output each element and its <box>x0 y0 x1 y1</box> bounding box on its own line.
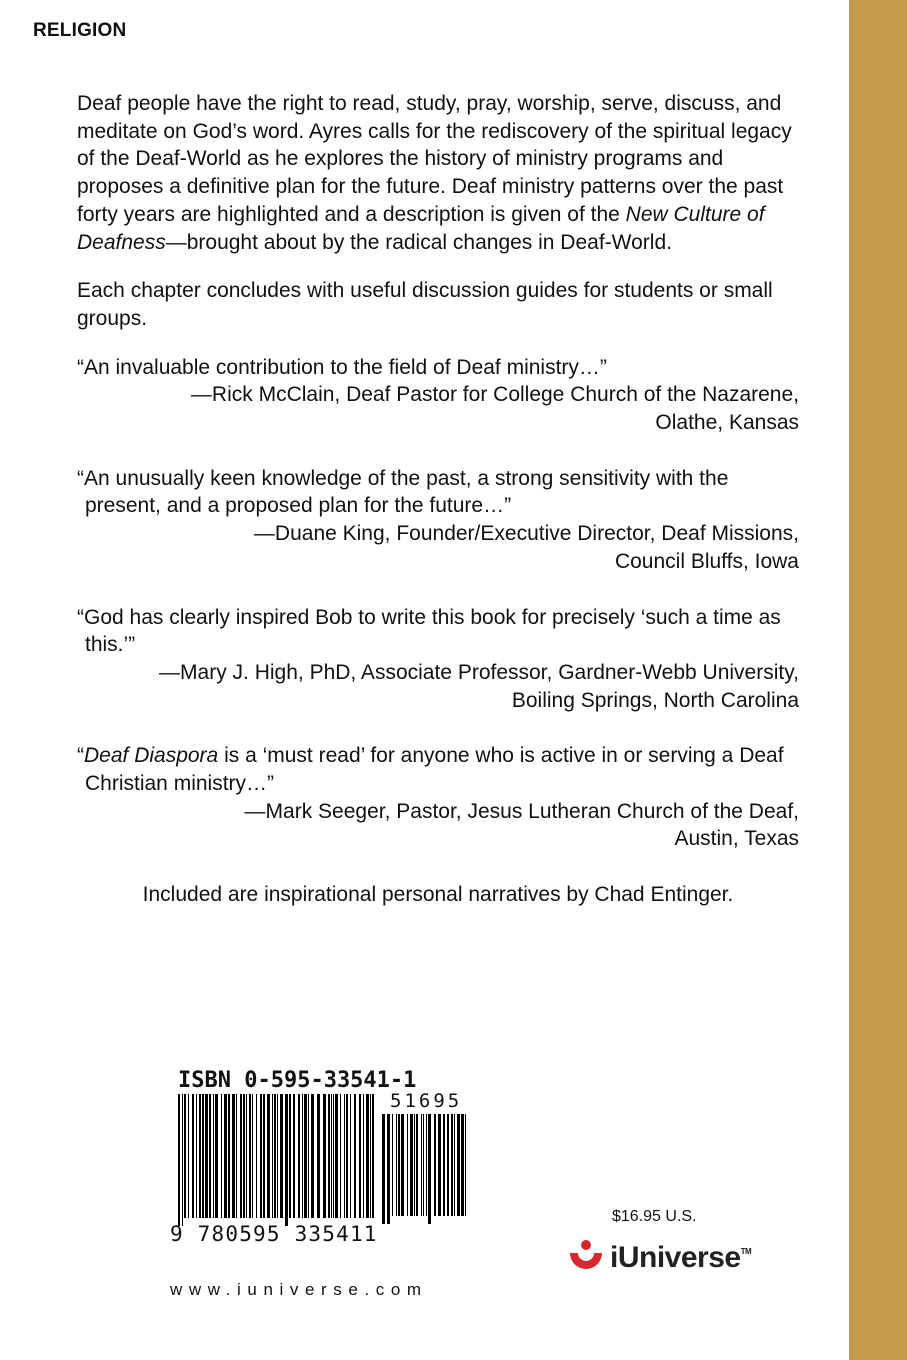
blurb-attribution: —Mark Seeger, Pastor, Jesus Lutheran Church of the Deaf, <box>244 799 799 823</box>
barcode-bar <box>454 1114 455 1216</box>
barcode-bar <box>421 1114 422 1216</box>
blurb-attribution-location: Olathe, Kansas <box>655 411 799 435</box>
blurb-attribution-location: Boiling Springs, North Carolina <box>511 688 799 712</box>
barcode-bar <box>302 1094 303 1218</box>
barcode-bar <box>184 1094 186 1218</box>
barcode-bar <box>443 1114 445 1216</box>
barcode-bar <box>382 1114 385 1224</box>
barcode-bar <box>192 1094 194 1218</box>
barcode-bar <box>209 1094 211 1218</box>
barcode-bar <box>414 1114 415 1216</box>
barcode-bar <box>188 1094 189 1218</box>
trademark-mark: TM <box>740 1247 752 1256</box>
barcode-bar <box>202 1094 204 1218</box>
barcode-bar <box>434 1114 436 1216</box>
barcode-bar <box>232 1094 235 1218</box>
blurb <box>77 742 799 853</box>
blurb-attribution: —Rick McClain, Deaf Pastor for College Church of the Nazarene, <box>190 383 799 407</box>
description-text-end: —brought about by the radical changes in Deaf-World. <box>165 230 672 254</box>
blurb-quote: “An invaluable contribution to the field of Deaf ministry…” <box>77 355 607 379</box>
ean-barcode-bars <box>178 1094 374 1226</box>
ean-number: 9 780595 335411 <box>170 1222 378 1246</box>
barcode-bar <box>401 1114 404 1216</box>
barcode-bar <box>274 1094 276 1218</box>
barcode-bar <box>240 1094 242 1218</box>
barcode-bar <box>311 1094 314 1218</box>
barcode-bar <box>396 1114 397 1216</box>
description-text: Deaf people have the right to read, study, pray, worship, serve, discuss, and meditate on God’s word. Ayres calls for the rediscovery of the spiritual legacy of the Deaf-World as he explores the history of ministry programs and proposes a definitive plan for the future. Deaf ministry patterns over the past forty years are highlighted and a description is given of the <box>77 92 792 226</box>
barcode-bar <box>236 1094 237 1218</box>
barcode-bar <box>289 1094 291 1218</box>
book-spine-edge <box>849 0 907 1360</box>
barcode-bar <box>340 1094 341 1218</box>
publisher-name <box>610 1241 751 1275</box>
blurb-quote: “An unusually keen knowledge of the past, a strong sensitivity with the present, and a proposed plan for the future…” <box>77 466 729 518</box>
barcode-bar <box>398 1114 400 1216</box>
barcode-bar <box>328 1094 330 1218</box>
blurb <box>77 604 799 715</box>
publisher-logo <box>566 1236 751 1280</box>
barcode-bar <box>426 1114 427 1216</box>
barcode-bar <box>224 1094 227 1218</box>
barcode-bar <box>205 1094 208 1218</box>
barcode-bar <box>267 1094 270 1218</box>
barcode-bar <box>359 1094 361 1218</box>
publisher-name-text: iUniverse <box>610 1241 741 1274</box>
barcode-bar <box>372 1094 374 1218</box>
included-note: Included are inspirational personal narratives by Chad Entinger. <box>142 883 734 907</box>
category-label: RELIGION <box>33 20 127 41</box>
barcode-bar <box>263 1094 265 1218</box>
quote-open-mark: “ <box>77 744 84 768</box>
barcode-bar <box>447 1114 449 1216</box>
barcode-bar <box>228 1094 230 1218</box>
barcode-bar <box>410 1114 413 1216</box>
barcode-bar <box>416 1114 418 1216</box>
isbn-barcode <box>170 1068 480 1258</box>
barcode-bar <box>304 1094 307 1218</box>
barcode-bar <box>317 1094 320 1218</box>
blurb-quote: “God has clearly inspired Bob to write this book for precisely ‘such a time as this.’” <box>77 605 781 657</box>
blurb-attribution-location: Council Bluffs, Iowa <box>614 549 799 573</box>
price: $16.95 U.S. <box>612 1208 697 1225</box>
barcode-bar <box>196 1094 197 1218</box>
addon-barcode-bars <box>382 1114 466 1224</box>
barcode-bar <box>354 1094 356 1218</box>
barcode-bar <box>182 1094 183 1226</box>
barcode-bar <box>331 1094 332 1218</box>
barcode-bar <box>293 1094 295 1218</box>
barcode-bar <box>363 1094 364 1218</box>
barcode-bar <box>199 1094 201 1218</box>
barcode-bar <box>346 1094 348 1218</box>
barcode-bar <box>280 1094 283 1218</box>
barcode-bar <box>457 1114 460 1216</box>
barcode-bar <box>438 1114 441 1216</box>
barcode-bar <box>256 1094 257 1218</box>
blurb <box>77 465 799 576</box>
barcode-bar <box>178 1094 180 1226</box>
publisher-url[interactable]: www.iuniverse.com <box>170 1280 428 1299</box>
barcode-bar <box>298 1094 300 1218</box>
barcode-bar <box>213 1094 214 1218</box>
blurb <box>77 354 799 437</box>
barcode-bar <box>407 1114 408 1216</box>
barcode-bar <box>272 1094 273 1218</box>
barcode-bar <box>246 1094 247 1218</box>
barcode-bar <box>221 1094 222 1218</box>
barcode-bar <box>308 1094 309 1218</box>
barcode-bar <box>260 1094 262 1218</box>
barcode-bar <box>366 1094 369 1218</box>
barcode-bar <box>333 1094 334 1218</box>
barcode-bar <box>451 1114 453 1216</box>
description-paragraph <box>77 90 799 256</box>
barcode-bar <box>285 1094 288 1226</box>
barcode-bar <box>243 1094 245 1218</box>
blurb-attribution: —Duane King, Founder/Executive Director, Deaf Missions, <box>253 522 799 546</box>
barcode-bar <box>323 1094 326 1218</box>
blurb-italic-title: Deaf Diaspora <box>84 744 219 768</box>
chapters-note: Each chapter concludes with useful discussion guides for students or small groups. <box>77 279 773 330</box>
barcode-bar <box>252 1094 253 1218</box>
barcode-bar <box>461 1114 464 1216</box>
barcode-bar <box>249 1094 251 1218</box>
barcode-bar <box>387 1114 390 1224</box>
barcode-bar <box>370 1094 371 1218</box>
blurb-quote <box>77 742 799 797</box>
blurb-quote-rest: is a ‘must read’ for anyone who is active in or serving a Deaf Christian ministry…” <box>85 744 784 796</box>
back-cover-copy <box>77 90 799 909</box>
iuniverse-logo-icon <box>566 1237 606 1279</box>
barcode-bar <box>350 1094 351 1218</box>
barcode-bar <box>465 1114 466 1216</box>
barcode-bar <box>392 1114 393 1216</box>
barcode-bar <box>335 1094 338 1218</box>
barcode-bar <box>277 1094 278 1218</box>
barcode-bar <box>344 1094 345 1218</box>
barcode-bar <box>215 1094 218 1218</box>
isbn-number: ISBN 0-595-33541-1 <box>178 1068 417 1093</box>
barcode-bar <box>423 1114 424 1216</box>
price-code: 51695 <box>390 1090 463 1112</box>
blurb-attribution-location: Austin, Texas <box>674 827 799 851</box>
description-italic-title: New Culture of Deafness <box>77 202 765 254</box>
blurb-attribution: —Mary J. High, PhD, Associate Professor, Gardner-Webb University, <box>159 660 799 684</box>
barcode-bar <box>428 1114 431 1224</box>
